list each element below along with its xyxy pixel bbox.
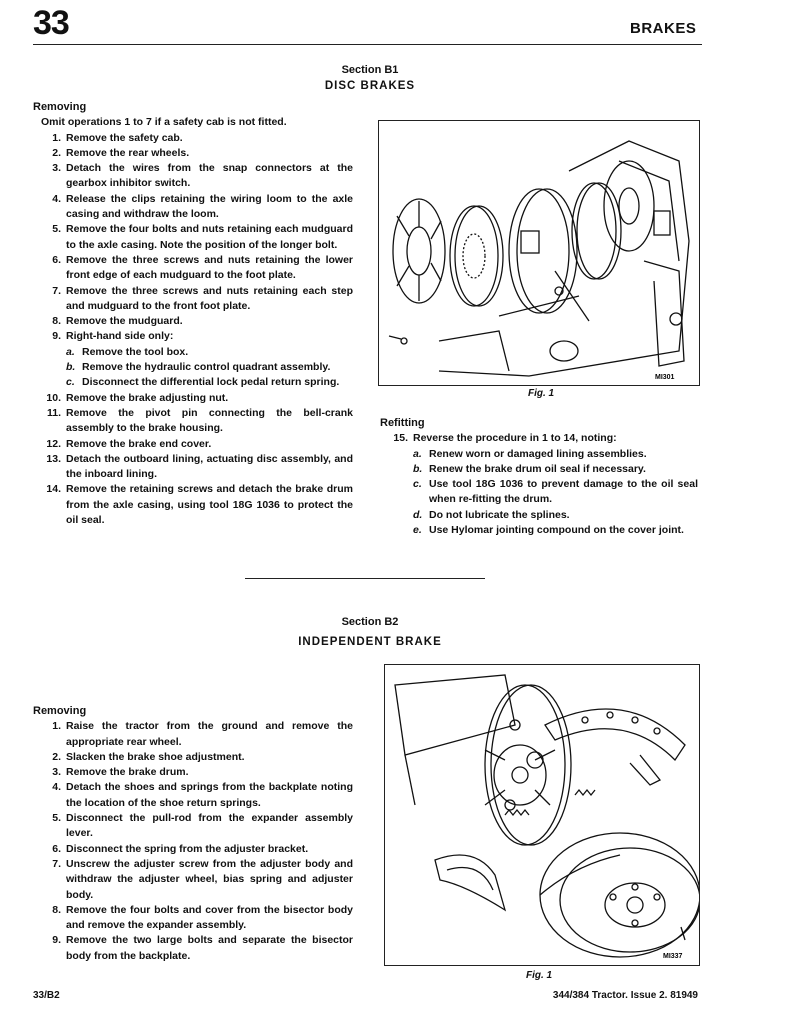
step-item bbox=[33, 146, 353, 161]
step-number: 4. bbox=[52, 192, 61, 205]
step-text: Slacken the brake shoe adjustment. bbox=[66, 750, 245, 763]
step-item bbox=[33, 750, 353, 765]
step-number: 7. bbox=[52, 857, 61, 870]
step-text: Raise the tractor from the ground and remove the appropriate rear wheel. bbox=[66, 720, 353, 748]
b1-removing-column bbox=[33, 100, 353, 528]
step-number: 2. bbox=[52, 750, 61, 763]
step-item bbox=[33, 857, 353, 903]
refit-subs-list bbox=[380, 447, 698, 539]
substep-item bbox=[380, 508, 698, 523]
b1-refitting-heading: Refitting bbox=[380, 417, 425, 429]
step-number: 12. bbox=[46, 437, 61, 450]
step-text: Disconnect the differential lock pedal return spring. bbox=[82, 376, 340, 389]
b2-steps-list bbox=[33, 719, 353, 964]
step-text: Remove the mudguard. bbox=[66, 315, 183, 328]
step-number: 11. bbox=[46, 406, 61, 419]
substep-item bbox=[380, 523, 698, 538]
step-item bbox=[33, 452, 353, 483]
step-number: 9. bbox=[52, 330, 61, 343]
step-number: e. bbox=[413, 524, 422, 537]
figure-independent-brake bbox=[384, 664, 700, 966]
step-item bbox=[33, 161, 353, 192]
step-text: Remove the four bolts and cover from the bisector body and remove the expander assembly. bbox=[66, 903, 353, 932]
step-number: d. bbox=[413, 508, 423, 521]
refit-step bbox=[380, 431, 698, 446]
step-text: Renew worn or damaged lining assemblies. bbox=[429, 447, 647, 460]
footer-page-ref: 33/B2 bbox=[33, 990, 60, 1001]
step-text: Remove the brake drum. bbox=[66, 766, 189, 779]
step-number: 10. bbox=[46, 391, 61, 404]
step-item bbox=[33, 811, 353, 842]
step-text: Renew the brake drum oil seal if necessary. bbox=[429, 462, 646, 475]
step-number: 5. bbox=[52, 223, 61, 236]
step-item bbox=[33, 222, 353, 253]
step-item bbox=[33, 933, 353, 964]
step-text: Remove the three screws and nuts retaining the lower front edge of each mudguard to the foot plate. bbox=[66, 253, 353, 282]
step-number: 3. bbox=[52, 162, 61, 175]
step-text: Remove the tool box. bbox=[82, 345, 189, 358]
step-item bbox=[33, 406, 353, 437]
step-text: Unscrew the adjuster screw from the adjuster body and withdraw the adjuster wheel, bias spring and adjuster body. bbox=[66, 857, 353, 901]
figure-code: MI337 bbox=[663, 953, 683, 960]
figure-code: MI301 bbox=[655, 374, 675, 381]
figure-disc-brake bbox=[378, 120, 700, 386]
substep-item bbox=[380, 477, 698, 508]
header-rule bbox=[33, 44, 702, 45]
substep-item bbox=[33, 375, 353, 390]
step-number: 8. bbox=[52, 315, 61, 328]
step-text: Do not lubricate the splines. bbox=[429, 508, 570, 521]
fig-caption-b1: Fig. 1 bbox=[528, 388, 555, 399]
step-item bbox=[33, 903, 353, 934]
step-number: a. bbox=[66, 345, 75, 358]
step-item bbox=[33, 482, 353, 528]
step-number: 1. bbox=[52, 131, 61, 144]
step-text: Detach the shoes and springs from the backplate noting the location of the shoe return springs. bbox=[66, 781, 353, 809]
step-text: Remove the three screws and nuts retaining each step and mudguard to the front foot plate. bbox=[66, 284, 353, 312]
section-b1-label: Section B1 bbox=[341, 64, 399, 76]
section-b1-title: DISC BRAKES bbox=[324, 80, 416, 92]
section-divider bbox=[245, 578, 485, 579]
section-b2-title: INDEPENDENT BRAKE bbox=[298, 636, 442, 648]
step-item bbox=[33, 253, 353, 284]
b1-refitting-column bbox=[380, 416, 698, 538]
step-number: b. bbox=[66, 361, 76, 374]
step-number: 7. bbox=[52, 284, 61, 297]
section-b1-heading bbox=[250, 62, 490, 94]
chapter-title: BRAKES bbox=[630, 20, 697, 37]
b1-removing-heading: Removing bbox=[33, 101, 87, 113]
step-item bbox=[33, 131, 353, 146]
section-b2-label: Section B2 bbox=[341, 616, 399, 628]
step-text: Detach the outboard lining, actuating disc assembly, and the inboard lining. bbox=[66, 452, 353, 481]
step-item bbox=[33, 329, 353, 344]
step-item bbox=[33, 780, 353, 811]
step-text: Disconnect the pull-rod from the expander assembly lever. bbox=[66, 812, 353, 840]
b2-removing-column bbox=[33, 704, 353, 964]
independent-brake-exploded-drawing bbox=[385, 665, 699, 965]
disc-brake-exploded-drawing bbox=[379, 121, 699, 385]
b1-intro: Omit operations 1 to 7 if a safety cab is not fitted. bbox=[41, 116, 287, 129]
step-item bbox=[33, 842, 353, 857]
footer-publication: 344/384 Tractor. Issue 2. 81949 bbox=[552, 990, 698, 1001]
step-number: 13. bbox=[46, 452, 61, 465]
step-item bbox=[33, 719, 353, 750]
step-text: Disconnect the spring from the adjuster bracket. bbox=[66, 842, 309, 855]
step-number: 14. bbox=[46, 483, 61, 496]
step-text: Remove the hydraulic control quadrant assembly. bbox=[82, 361, 331, 374]
step-number: c. bbox=[413, 478, 422, 491]
page-number: 33 bbox=[33, 4, 69, 42]
step-item bbox=[33, 391, 353, 406]
step-item bbox=[33, 437, 353, 452]
substep-item bbox=[380, 447, 698, 462]
step-number: 6. bbox=[52, 253, 61, 266]
step-number: 9. bbox=[52, 934, 61, 947]
step-number: 2. bbox=[52, 146, 61, 159]
step-text: Release the clips retaining the wiring loom to the axle casing and withdraw the loom. bbox=[66, 192, 353, 221]
step-text: Remove the pivot pin connecting the bell-crank assembly to the brake housing. bbox=[66, 406, 353, 435]
step-text: Remove the rear wheels. bbox=[66, 146, 190, 159]
step-item bbox=[33, 192, 353, 223]
b1-steps-list bbox=[33, 131, 353, 529]
step-text: Remove the four bolts and nuts retaining each mudguard to the axle casing. Note the position of the longer bolt. bbox=[66, 223, 353, 251]
step-text: Detach the wires from the snap connectors at the gearbox inhibitor switch. bbox=[66, 162, 353, 190]
step-text: Remove the safety cab. bbox=[66, 131, 183, 144]
step-text: Remove the retaining screws and detach the brake drum from the axle casing, using tool 18G 1036 to protect the oil seal. bbox=[66, 483, 353, 527]
step-item bbox=[33, 314, 353, 329]
step-number: 6. bbox=[52, 842, 61, 855]
step-number: 4. bbox=[52, 781, 61, 794]
step-text: Remove the brake adjusting nut. bbox=[66, 391, 229, 404]
step-text: Reverse the procedure in 1 to 14, noting: bbox=[413, 432, 617, 445]
step-text: Remove the two large bolts and separate the bisector body from the backplate. bbox=[66, 934, 353, 962]
fig-caption-b2: Fig. 1 bbox=[526, 970, 553, 981]
step-number: 5. bbox=[52, 812, 61, 825]
step-text: Use Hylomar jointing compound on the cover joint. bbox=[429, 524, 684, 537]
step-text: Right-hand side only: bbox=[66, 330, 174, 343]
substep-item bbox=[380, 462, 698, 477]
step-item bbox=[33, 284, 353, 315]
step-item bbox=[33, 765, 353, 780]
step-number: a. bbox=[413, 447, 422, 460]
step-number: 1. bbox=[52, 720, 61, 733]
step-number: 3. bbox=[52, 766, 61, 779]
step-text: Use tool 18G 1036 to prevent damage to the oil seal when re-fitting the drum. bbox=[429, 478, 698, 506]
step-number: 15. bbox=[393, 432, 408, 445]
step-number: 8. bbox=[52, 903, 61, 916]
step-text: Remove the brake end cover. bbox=[66, 437, 212, 450]
step-number: b. bbox=[413, 462, 423, 475]
step-number: c. bbox=[66, 376, 75, 389]
substep-item bbox=[33, 345, 353, 360]
section-b2-heading bbox=[250, 614, 490, 650]
substep-item bbox=[33, 360, 353, 375]
b2-removing-heading: Removing bbox=[33, 705, 87, 717]
